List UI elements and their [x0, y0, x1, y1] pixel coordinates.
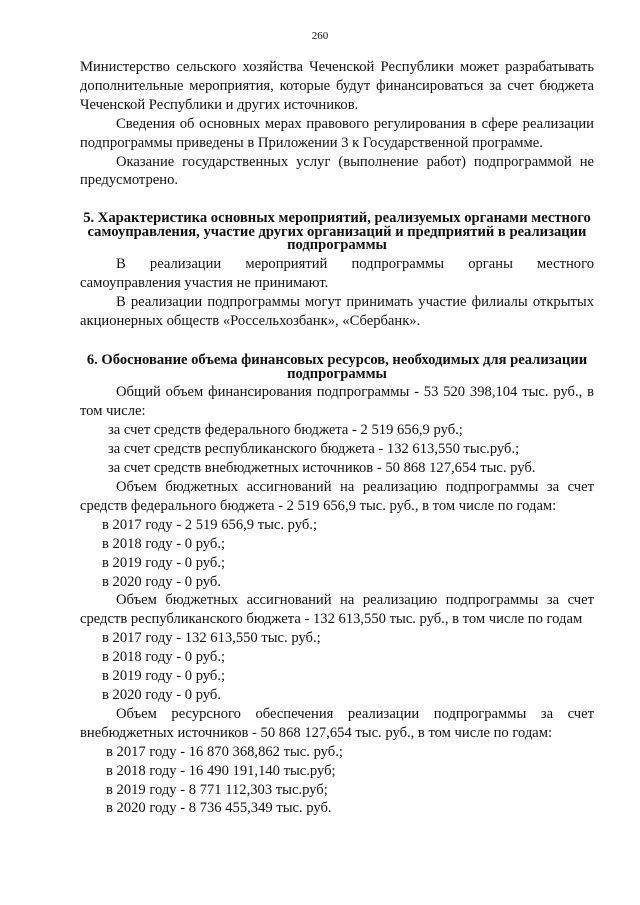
- year-line: в 2018 году - 0 руб.;: [102, 649, 226, 666]
- year-line: в 2020 году - 0 руб.: [102, 686, 221, 703]
- source-line: за счет средств внебюджетных источников - 50 868 127,654 тыс. руб.: [108, 460, 536, 477]
- republic-paragraph: Объем бюджетных ассигнований на реализацию подпрограммы за счет средств республиканского бюджета - 132 613,550 тыс. руб., в том числе по годам: [80, 592, 594, 628]
- page-number: 260: [311, 30, 329, 42]
- federal-paragraph: Объем бюджетных ассигнований на реализацию подпрограммы за счет средств федерального бюджета - 2 519 656,9 тыс. руб., в том числе по годам:: [80, 479, 594, 514]
- paragraph: В реализации подпрограммы могут принимать участие филиалы открытых акционерных обществ «Россельхозбанк», «Сбербанк».: [80, 293, 594, 329]
- document-body: [80, 58, 594, 818]
- year-line: в 2019 году - 0 руб.;: [102, 554, 226, 571]
- year-line: в 2017 году - 2 519 656,9 тыс. руб.;: [102, 516, 318, 533]
- year-line: в 2017 году - 132 613,550 тыс. руб.;: [102, 630, 321, 647]
- total-financing-paragraph: Общий объем финансирования подпрограммы - 53 520 398,104 тыс. руб., в том числе:: [80, 384, 594, 420]
- paragraph: Сведения об основных мерах правового регулирования в сфере реализации подпрограммы приведены в Приложении 3 к Государственной программе.: [80, 115, 594, 151]
- paragraph: Оказание государственных услуг (выполнение работ) подпрограммой не предусмотрено.: [80, 153, 594, 189]
- year-line: в 2019 году - 0 руб.;: [102, 668, 226, 685]
- source-line: за счет средств республиканского бюджета - 132 613,550 тыс.руб.;: [108, 441, 520, 458]
- source-line: за счет средств федерального бюджета - 2 519 656,9 руб.;: [108, 422, 463, 439]
- paragraph: Министерство сельского хозяйства Чеченской Республики может разрабатывать дополнительные мероприятия, которые будут финансироваться за счет бюджета Чеченской Республики и других источников.: [80, 59, 594, 113]
- paragraph: В реализации мероприятий подпрограммы органы местного самоуправления участия не принимают.: [80, 255, 594, 291]
- year-line: в 2020 году - 8 736 455,349 тыс. руб.: [106, 800, 332, 817]
- year-line: в 2017 году - 16 870 368,862 тыс. руб.;: [106, 743, 343, 760]
- year-line: в 2018 году - 0 руб.;: [102, 535, 226, 552]
- year-line: в 2019 году - 8 771 112,303 тыс.руб;: [106, 781, 328, 798]
- section-5-heading: 5. Характеристика основных мероприятий, реализуемых органами местного самоуправления, участие других организаций и предприятий в реализации подпрограммы: [83, 210, 591, 254]
- year-line: в 2018 году - 16 490 191,140 тыс.руб;: [106, 762, 336, 779]
- section-6-heading: 6. Обоснование объема финансовых ресурсов, необходимых для реализации подпрограммы: [86, 352, 588, 382]
- year-line: в 2020 году - 0 руб.: [102, 573, 221, 590]
- extra-budget-paragraph: Объем ресурсного обеспечения реализации подпрограммы за счет внебюджетных источников - 50 868 127,654 тыс. руб., в том числе по годам:: [80, 705, 594, 741]
